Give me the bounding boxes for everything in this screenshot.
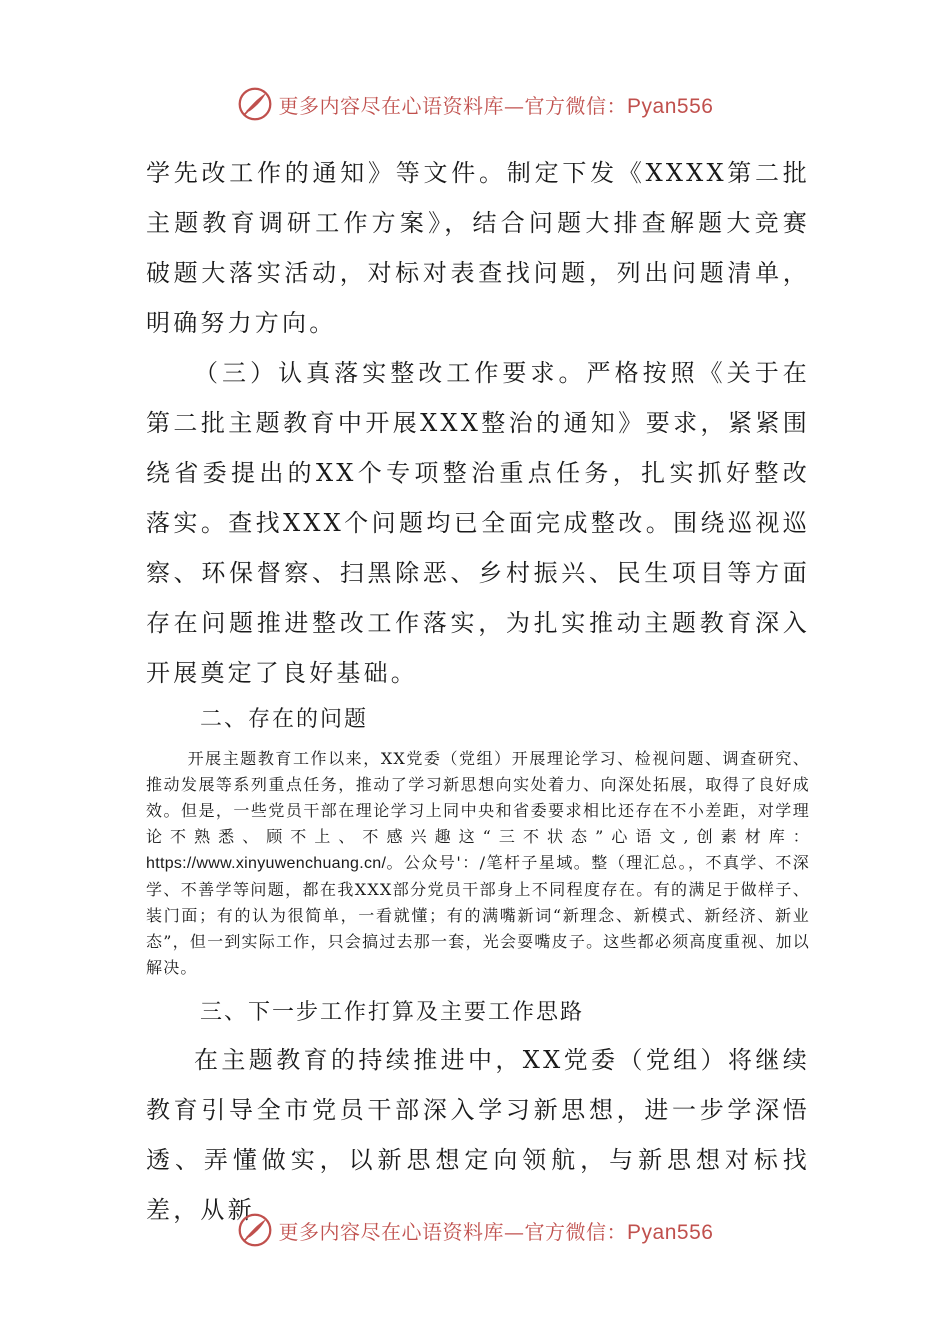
footer-watermark	[0, 1210, 950, 1250]
wechat-id: Pyan556	[627, 1220, 714, 1244]
wechat-id: Pyan556	[627, 94, 714, 118]
paragraph-4: 在主题教育的持续推进中，XX党委（党组）将继续教育引导全市党员干部深入学习新思想，进一步学深悟透、弄懂做实，以新思想定向领航，与新思想对标找差，从新	[146, 1046, 810, 1224]
header-watermark	[0, 84, 950, 124]
section-heading-2: 二、存在的问题	[200, 707, 369, 732]
watermark-text: 更多内容尽在心语资料库—官方微信：Pyan556	[278, 93, 714, 118]
document-body	[146, 148, 810, 1235]
quill-logo-icon	[237, 86, 273, 122]
source-url: https://www.xinyuwenchuang.cn/	[146, 855, 387, 872]
watermark-text: 更多内容尽在心语资料库—官方微信：Pyan556	[278, 1219, 714, 1244]
paragraph-2: （三）认真落实整改工作要求。严格按照《关于在第二批主题教育中开展XXX整治的通知》要求，紧紧围绕省委提出的XX个专项整治重点任务，扎实抓好整改落实。查找XXX个问题均已全面完成整改。围绕巡视巡察、环保督察、扫黑除恶、乡村振兴、民生项目等方面存在问题推进整改工作落实，为扎实推动主题教育深入开展奠定了良好基础。	[146, 359, 810, 687]
section-heading-3: 三、下一步工作打算及主要工作思路	[200, 1000, 585, 1025]
paragraph-1: 学先改工作的通知》等文件。制定下发《XXXX第二批主题教育调研工作方案》，结合问题大排查解题大竞赛破题大落实活动，对标对表查找问题，列出问题清单，明确努力方向。	[146, 159, 810, 337]
paragraph-3: 开展主题教育工作以来，XX党委（党组）开展理论学习、检视问题、调查研究、推动发展等系列重点任务，推动了学习新思想向实处着力、向深处拓展，取得了良好成效。但是，一些党员干部在理论学习上同中央和省委要求相比还存在不小差距，对学理论不熟悉、顾不上、不感兴趣这“三不状态”心语文,创素材库：https://www.xinyuwenchuang.cn/。公众号'：/笔杆子星域。整（理汇总。，不真学、不深学、不善学等问题，都在我XXX部分党员干部身上不同程度存在。有的满足于做样子、装门面；有的认为很简单，一看就懂；有的满嘴新词“新理念、新模式、新经济、新业态”，但一到实际工作，只会搞过去那一套，光会耍嘴皮子。这些都必须高度重视、加以解决。	[146, 749, 810, 977]
quill-logo-icon	[237, 1212, 273, 1248]
